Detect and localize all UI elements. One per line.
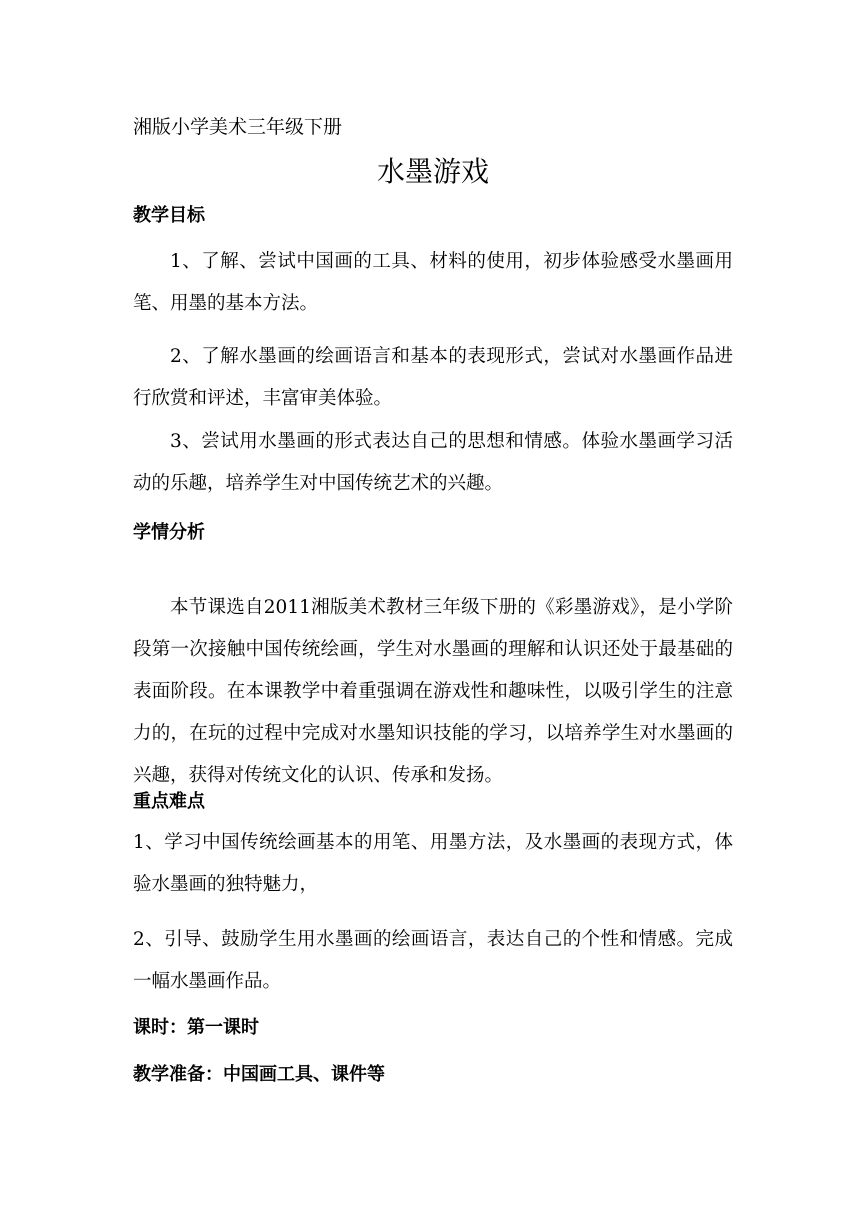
objective-item-3: 3、尝试用水墨画的形式表达自己的思想和情感。体验水墨画学习活动的乐趣，培养学生对中国传统艺术的兴趣。 bbox=[133, 431, 733, 494]
key-point-item-1: 1、学习中国传统绘画基本的用笔、用墨方法，及水墨画的表现方式，体验水墨画的独特魅力， bbox=[133, 832, 733, 895]
analysis-heading: 学情分析 bbox=[133, 522, 205, 543]
analysis-paragraph: 本节课选自2011湘版美术教材三年级下册的《彩墨游戏》，是小学阶段第一次接触中国传统绘画，学生对水墨画的理解和认识还处于最基础的表面阶段。在本课教学中着重强调在游戏性和趣味性，以吸引学生的注意力的，在玩的过程中完成对水墨知识技能的学习，以培养学生对水墨画的兴趣，获得对传统文化的认识、传承和发扬。 bbox=[133, 597, 733, 786]
key-point-item-2: 2、引导、鼓励学生用水墨画的绘画语言，表达自己的个性和情感。完成一幅水墨画作品。 bbox=[133, 929, 733, 992]
document-title: 水墨游戏 bbox=[376, 155, 489, 188]
objectives-heading: 教学目标 bbox=[133, 205, 205, 226]
subject-line: 湘版小学美术三年级下册 bbox=[133, 116, 343, 138]
lesson-time-line: 课时：第一课时 bbox=[133, 1017, 259, 1038]
key-points-heading: 重点难点 bbox=[133, 791, 205, 812]
preparation-line: 教学准备：中国画工具、课件等 bbox=[133, 1064, 385, 1085]
objective-item-1: 1、了解、尝试中国画的工具、材料的使用，初步体验感受水墨画用笔、用墨的基本方法。 bbox=[133, 251, 733, 314]
objective-item-2: 2、了解水墨画的绘画语言和基本的表现形式，尝试对水墨画作品进行欣赏和评述，丰富审美体验。 bbox=[133, 346, 733, 409]
